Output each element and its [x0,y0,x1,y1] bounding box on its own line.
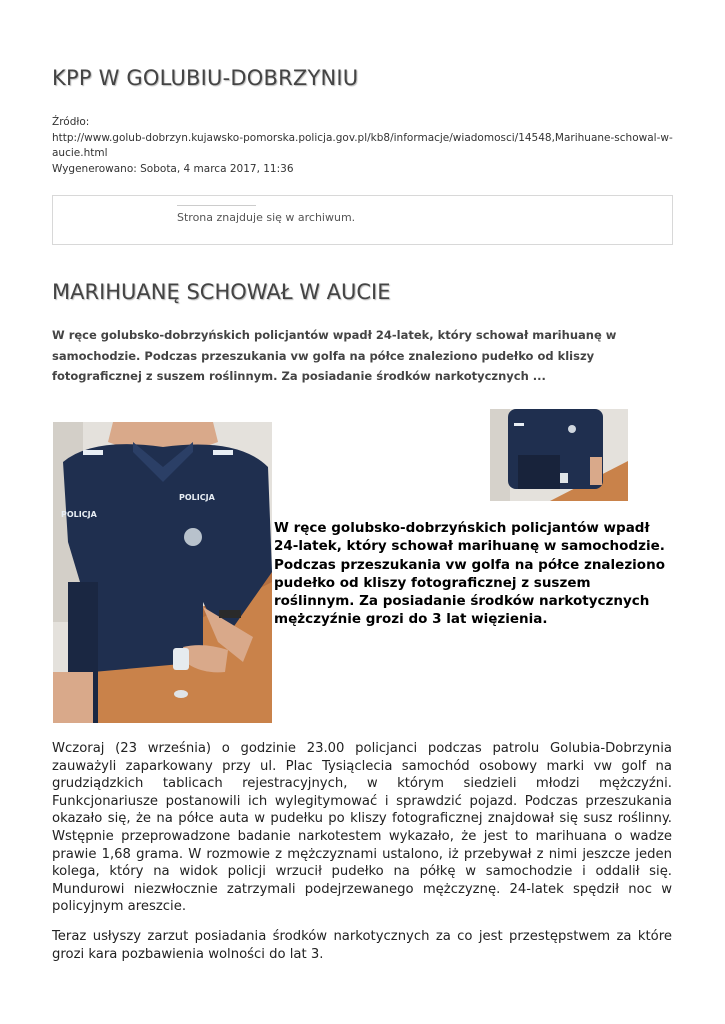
archive-notice-box [52,195,673,245]
source-url[interactable]: http://www.golub-dobrzyn.kujawsko-pomorska.policja.gov.pl/kb8/informacje/wiadomosci/14548,Marihuane-schowal-w-aucie.html [52,131,673,159]
generated-date: Wygenerowano: Sobota, 4 marca 2017, 11:36 [52,162,294,175]
police-officer-photo [53,422,272,723]
archive-divider [177,205,256,206]
article-paragraph-2: Teraz usłyszy zarzut posiadania środków narkotycznych za co jest przestępstwem za które grozi kara pozbawienia wolności do lat 3. [52,928,672,962]
source-label: Źródło: [52,116,90,128]
article-paragraph-1: Wczoraj (23 września) o godzinie 23.00 policjanci podczas patrolu Golubia-Dobrzynia zauważyli zaparkowany przy ul. Plac Tysiąclecia samochód osobowy marki vw golf na grudziądzkich tablicach rejestracyjnych, w którym siedzieli młodzi mężczyźni. Funkcjonariusze postanowili ich wylegitymować i sprawdzić pojazd. Podczas przeszukania okazało się, że na półce auta w pudełku po kliszy fotograficznej znajdował się susz roślinny. Wstępnie przeprowadzone badanie narkotestem wykazało, że jest to marihuana o wadze prawie 1,68 grama. W rozmowie z mężczyznami ustalono, iż przebywał z nimi jeszcze jeden kolega, który na widok policji wrzucił pudełko na półkę w samochodzie i oddalił się. Mundurowi niezwłocznie zatrzymali podejrzewanego mężczyznę. 24-latek spędził noc w policyjnym areszcie. [52,741,672,915]
site-title: KPP W GOLUBIU-DOBRZYNIU [52,66,359,90]
svg-text:POLICJA: POLICJA [61,510,97,519]
article-lead: W ręce golubsko-dobrzyńskich policjantów wpadł 24-latek, który schował marihuanę w samochodzie. Podczas przeszukania vw golfa na półce znaleziono pudełko od kliszy fotograficznej z suszem roślinnym. Za posiadanie środków narkotycznych ... [52,328,617,383]
photo-caption: W ręce golubsko-dobrzyńskich policjantów wpadł 24-latek, który schował marihuanę w samochodzie. Podczas przeszukania vw golfa na półce znaleziono pudełko od kliszy fotograficznej z suszem roślinnym. Za posiadanie środków narkotycznych mężczyźnie grozi do 3 lat więzienia. [274,520,665,628]
source-meta [52,115,677,177]
article-body [52,740,672,975]
thumbnail-photo [490,409,628,501]
archive-notice: Strona znajduje się w archiwum. [177,211,356,224]
article-title: MARIHUANĘ SCHOWAŁ W AUCIE [52,280,391,304]
svg-text:POLICJA: POLICJA [179,493,215,502]
